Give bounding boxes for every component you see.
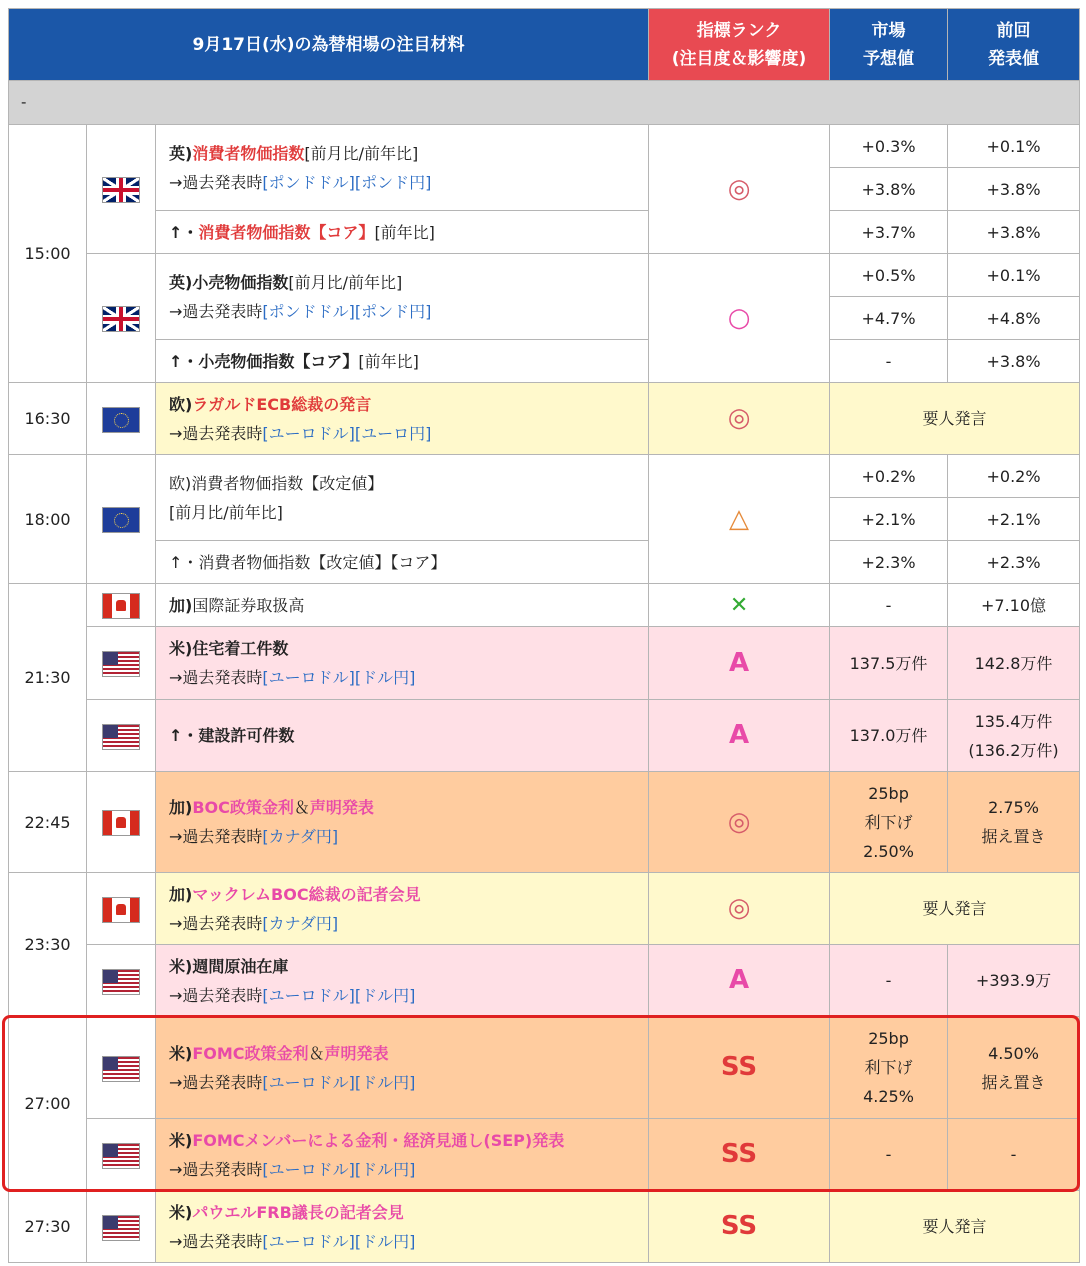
speech-cell: 要人発言 <box>830 1191 1080 1263</box>
event-link[interactable]: 消費者物価指数 <box>192 143 305 163</box>
forecast-value: 137.5万件 <box>830 627 948 700</box>
rank-mark: ◎ <box>649 873 830 945</box>
event-link[interactable]: FOMCメンバーによる金利・経済見通し(SEP)発表 <box>192 1130 565 1150</box>
forecast-value: +3.7% <box>830 211 948 254</box>
dollar-yen-link[interactable]: [ドル円] <box>354 1159 416 1179</box>
table-row <box>9 584 1080 627</box>
rank-mark: SS <box>649 1017 830 1119</box>
previous-value: +0.1% <box>948 125 1080 168</box>
separator-row: - <box>9 81 1080 125</box>
event-link[interactable]: 声明発表 <box>324 1043 389 1063</box>
rank-mark: SS <box>649 1191 830 1263</box>
rank-mark: ◎ <box>649 772 830 873</box>
forecast-value: 137.0万件 <box>830 700 948 772</box>
previous-value: +0.1% <box>948 254 1080 297</box>
table-row <box>9 125 1080 168</box>
time-cell: 22:45 <box>9 772 87 873</box>
forecast-value: +0.2% <box>830 455 948 498</box>
header-forecast: 市場 予想値 <box>830 9 948 81</box>
forecast-value: - <box>830 584 948 627</box>
event-link[interactable]: 声明発表 <box>309 798 374 817</box>
table-row <box>9 1017 1080 1119</box>
time-cell: 15:00 <box>9 125 87 383</box>
canada-flag-icon <box>87 873 156 945</box>
event-cell: 米)FOMC政策金利＆声明発表 →過去発表時[ユーロドル][ドル円] <box>156 1017 649 1119</box>
forecast-value: 25bp 利下げ 4.25% <box>830 1017 948 1119</box>
rank-mark: A <box>649 945 830 1017</box>
us-flag-icon <box>87 1191 156 1263</box>
speech-cell: 要人発言 <box>830 873 1080 945</box>
forecast-value: 25bp 利下げ 2.50% <box>830 772 948 873</box>
previous-value: - <box>948 1119 1080 1191</box>
event-link[interactable]: ラガルドECB総裁の発言 <box>192 394 372 414</box>
table-row <box>9 340 1080 383</box>
eu-flag-icon <box>87 383 156 455</box>
dollar-yen-link[interactable]: [ドル円] <box>354 1072 416 1092</box>
rank-mark: ◎ <box>649 125 830 254</box>
calendar <box>8 8 1079 1263</box>
rank-mark: A <box>649 700 830 772</box>
header-title: 9月17日(水)の為替相場の注目材料 <box>9 9 649 81</box>
table-row <box>9 700 1080 772</box>
canada-yen-link[interactable]: [カナダ円] <box>262 827 339 846</box>
forecast-value: - <box>830 340 948 383</box>
euro-yen-link[interactable]: [ユーロ円] <box>354 423 432 443</box>
euro-dollar-link[interactable]: [ユーロドル] <box>262 668 355 687</box>
table-row <box>9 1119 1080 1191</box>
rank-mark: A <box>649 627 830 700</box>
forecast-value: +4.7% <box>830 297 948 340</box>
table-row <box>9 455 1080 498</box>
event-cell: 米)週間原油在庫 →過去発表時[ユーロドル][ドル円] <box>156 945 649 1017</box>
previous-value: +7.10億 <box>948 584 1080 627</box>
event-cell: 米)住宅着工件数 →過去発表時[ユーロドル][ドル円] <box>156 627 649 700</box>
event-cell: 米)パウエルFRB議長の記者会見 →過去発表時[ユーロドル][ドル円] <box>156 1191 649 1263</box>
euro-dollar-link[interactable]: [ユーロドル] <box>262 1072 355 1092</box>
dollar-yen-link[interactable]: [ドル円] <box>354 1231 416 1251</box>
uk-flag-icon <box>87 254 156 383</box>
time-cell: 18:00 <box>9 455 87 584</box>
previous-value: +0.2% <box>948 455 1080 498</box>
pound-yen-link[interactable]: [ポンド円] <box>354 301 432 321</box>
time-cell: 23:30 <box>9 873 87 1017</box>
time-cell: 21:30 <box>9 584 87 772</box>
event-cell: 欧)ラガルドECB総裁の発言 →過去発表時[ユーロドル][ユーロ円] <box>156 383 649 455</box>
time-cell: 16:30 <box>9 383 87 455</box>
table-header <box>9 9 1080 81</box>
previous-value: +4.8% <box>948 297 1080 340</box>
us-flag-icon <box>87 1119 156 1191</box>
previous-value: 2.75% 据え置き <box>948 772 1080 873</box>
table-row <box>9 945 1080 1017</box>
previous-value: 4.50% 据え置き <box>948 1017 1080 1119</box>
event-cell: 加)マックレムBOC総裁の記者会見 →過去発表時[カナダ円] <box>156 873 649 945</box>
previous-value: 142.8万件 <box>948 627 1080 700</box>
time-cell: 27:00 <box>9 1017 87 1191</box>
us-flag-icon <box>87 627 156 700</box>
event-cell: ↑・建設許可件数 <box>156 700 649 772</box>
event-link[interactable]: BOC政策金利 <box>192 798 294 817</box>
previous-value: +2.3% <box>948 541 1080 584</box>
table-row <box>9 1191 1080 1263</box>
table-row <box>9 541 1080 584</box>
canada-flag-icon <box>87 584 156 627</box>
forecast-value: +0.3% <box>830 125 948 168</box>
table-row <box>9 772 1080 873</box>
pound-dollar-link[interactable]: [ポンドドル] <box>262 172 355 192</box>
pound-yen-link[interactable]: [ポンド円] <box>354 172 432 192</box>
event-cell: 欧)消費者物価指数【改定値】 [前月比/前年比] <box>156 455 649 541</box>
table-row <box>9 627 1080 700</box>
previous-value: +393.9万 <box>948 945 1080 1017</box>
us-flag-icon <box>87 700 156 772</box>
event-cell: ↑・消費者物価指数【コア】[前年比] <box>156 211 649 254</box>
event-link[interactable]: FOMC政策金利 <box>192 1043 309 1063</box>
event-link[interactable]: マックレムBOC総裁の記者会見 <box>192 884 421 904</box>
table-row <box>9 873 1080 945</box>
event-cell: 米)FOMCメンバーによる金利・経済見通し(SEP)発表 →過去発表時[ユーロドル][ドル円] <box>156 1119 649 1191</box>
previous-value: +3.8% <box>948 340 1080 383</box>
forecast-value: +0.5% <box>830 254 948 297</box>
rank-mark: △ <box>649 455 830 584</box>
canada-flag-icon <box>87 772 156 873</box>
rank-mark: SS <box>649 1119 830 1191</box>
euro-dollar-link[interactable]: [ユーロドル] <box>262 1231 355 1251</box>
us-flag-icon <box>87 945 156 1017</box>
speech-cell: 要人発言 <box>830 383 1080 455</box>
euro-dollar-link[interactable]: [ユーロドル] <box>262 985 355 1005</box>
rank-mark: ✕ <box>649 584 830 627</box>
forecast-value: +2.3% <box>830 541 948 584</box>
economic-calendar-table <box>8 8 1080 1263</box>
event-cell: 英)消費者物価指数[前月比/前年比] →過去発表時[ポンドドル][ポンド円] <box>156 125 649 211</box>
table-row <box>9 211 1080 254</box>
event-cell: 英)小売物価指数[前月比/前年比] →過去発表時[ポンドドル][ポンド円] <box>156 254 649 340</box>
event-cell: ↑・小売物価指数【コア】[前年比] <box>156 340 649 383</box>
event-cell: 加)国際証券取扱高 <box>156 584 649 627</box>
dollar-yen-link[interactable]: [ドル円] <box>354 668 416 687</box>
forecast-value: +3.8% <box>830 168 948 211</box>
forecast-value: - <box>830 1119 948 1191</box>
event-link[interactable]: 消費者物価指数【コア】 <box>198 222 375 242</box>
euro-dollar-link[interactable]: [ユーロドル] <box>262 423 355 443</box>
header-rank: 指標ランク (注目度＆影響度) <box>649 9 830 81</box>
table-row <box>9 254 1080 297</box>
previous-value: +2.1% <box>948 498 1080 541</box>
table-row <box>9 383 1080 455</box>
uk-flag-icon <box>87 125 156 254</box>
us-flag-icon <box>87 1017 156 1119</box>
previous-value: +3.8% <box>948 211 1080 254</box>
event-link[interactable]: パウエルFRB議長の記者会見 <box>192 1202 404 1222</box>
dollar-yen-link[interactable]: [ドル円] <box>354 985 416 1005</box>
forecast-value: - <box>830 945 948 1017</box>
eu-flag-icon <box>87 455 156 584</box>
forecast-value: +2.1% <box>830 498 948 541</box>
event-cell: 加)BOC政策金利＆声明発表 →過去発表時[カナダ円] <box>156 772 649 873</box>
pound-dollar-link[interactable]: [ポンドドル] <box>262 301 355 321</box>
previous-value: +3.8% <box>948 168 1080 211</box>
canada-yen-link[interactable]: [カナダ円] <box>262 913 339 933</box>
euro-dollar-link[interactable]: [ユーロドル] <box>262 1159 355 1179</box>
rank-mark: ◎ <box>649 383 830 455</box>
time-cell: 27:30 <box>9 1191 87 1263</box>
rank-mark: ○ <box>649 254 830 383</box>
previous-value: 135.4万件 (136.2万件) <box>948 700 1080 772</box>
header-previous: 前回 発表値 <box>948 9 1080 81</box>
event-cell: ↑・消費者物価指数【改定値】【コア】 <box>156 541 649 584</box>
